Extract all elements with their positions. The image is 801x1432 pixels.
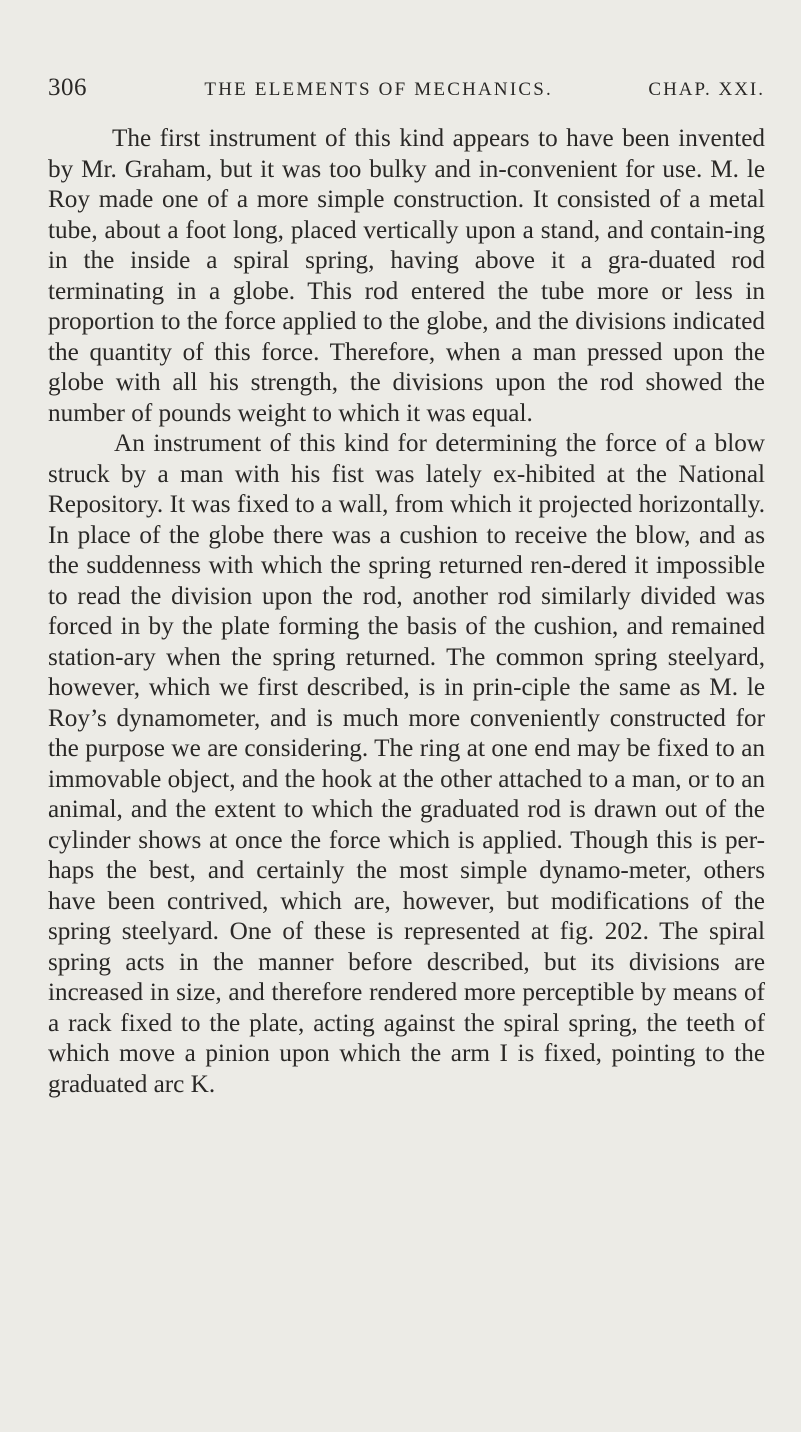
body-text xyxy=(48,124,765,1100)
paragraph: The first instrument of this kind appears to have been invented by Mr. Graham, but it was too bulky and in-convenient for use. M. le Roy made one of a more simple construction. It consisted of a metal tube, about a foot long, placed vertically upon a stand, and contain-ing in the inside a spiral spring, having above it a gra-duated rod terminating in a globe. This rod entered the tube more or less in proportion to the force applied to the globe, and the divisions indicated the quantity of this force. Therefore, when a man pressed upon the globe with all his strength, the divisions upon the rod showed the number of pounds weight to which it was equal. xyxy=(48,125,765,427)
page-number: 306 xyxy=(48,74,87,101)
running-title: THE ELEMENTS OF MECHANICS. xyxy=(204,79,553,100)
running-head xyxy=(48,74,765,104)
chapter-label: CHAP. XXI. xyxy=(648,79,765,100)
paragraph: An instrument of this kind for determining the force of a blow struck by a man with his fist was lately ex-hibited at the National Repository. It was fixed to a wall, from which it projected horizontally. In place of the globe there was a cushion to receive the blow, and as the suddenness with which the spring returned ren-dered it impossible to read the division upon the rod, another rod similarly divided was forced in by the plate forming the basis of the cushion, and remained station-ary when the spring returned. The common spring steelyard, however, which we first described, is in prin-ciple the same as M. le Roy’s dynamometer, and is much more conveniently constructed for the purpose we are considering. The ring at one end may be fixed to an immovable object, and the hook at the other attached to a man, or to an animal, and the extent to which the graduated rod is drawn out of the cylinder shows at once the force which is applied. Though this is per-haps the best, and certainly the most simple dynamo-meter, others have been contrived, which are, however, but modifications of the spring steelyard. One of these is represented at fig. 202. The spiral spring acts in the manner before described, but its divisions are increased in size, and therefore rendered more perceptible by means of a rack fixed to the plate, acting against the spiral spring, the teeth of which move a pinion upon which the arm I is fixed, pointing to the graduated arc K. xyxy=(48,430,765,1098)
